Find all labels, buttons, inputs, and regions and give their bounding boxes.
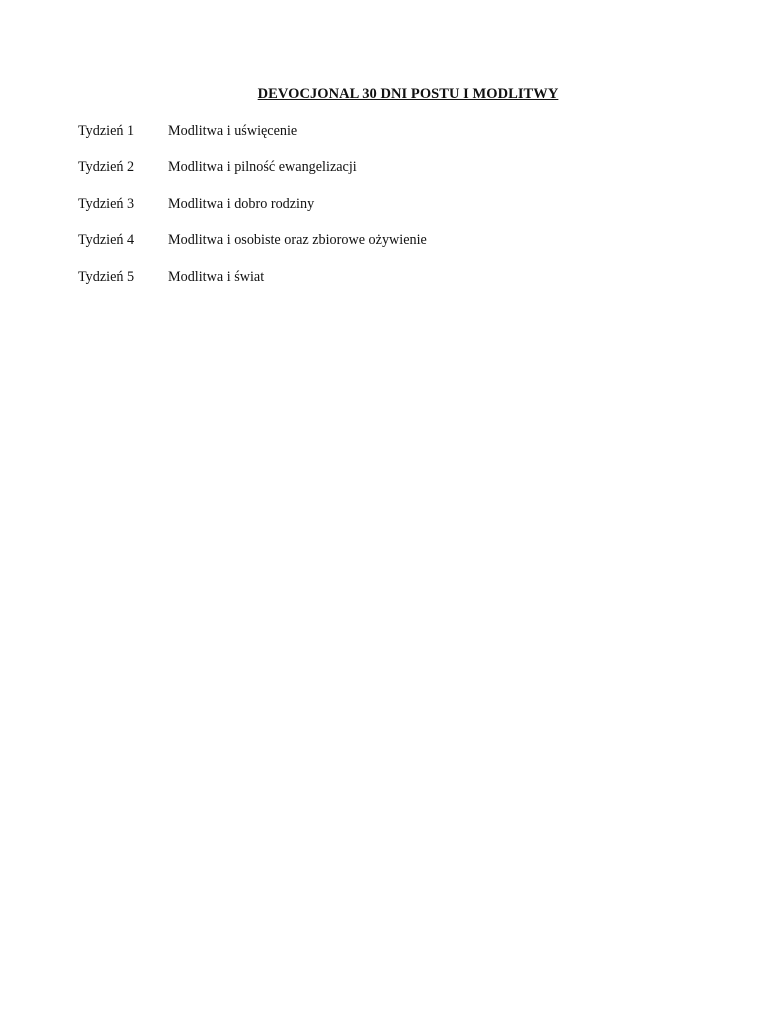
week-topic: Modlitwa i świat bbox=[168, 268, 265, 285]
week-topic: Modlitwa i osobiste oraz zbiorowe ożywienie bbox=[168, 232, 427, 249]
document-title: DEVOCJONAL 30 DNI POSTU I MODLITWY bbox=[257, 86, 559, 102]
week-row-5 bbox=[78, 269, 698, 305]
week-label: Tydzień 3 bbox=[78, 195, 135, 212]
week-topic: Modlitwa i uświęcenie bbox=[168, 123, 298, 139]
week-label: Tydzień 1 bbox=[78, 123, 135, 139]
week-topic: Modlitwa i pilność ewangelizacji bbox=[168, 159, 357, 176]
week-row-1 bbox=[78, 123, 698, 159]
week-row-3 bbox=[78, 196, 698, 232]
week-list bbox=[78, 123, 698, 305]
week-topic: Modlitwa i dobro rodziny bbox=[168, 195, 315, 212]
week-label: Tydzień 5 bbox=[78, 268, 135, 285]
week-row-2 bbox=[78, 159, 698, 195]
week-label: Tydzień 4 bbox=[78, 232, 135, 249]
week-label: Tydzień 2 bbox=[78, 159, 135, 176]
week-row-4 bbox=[78, 232, 698, 268]
